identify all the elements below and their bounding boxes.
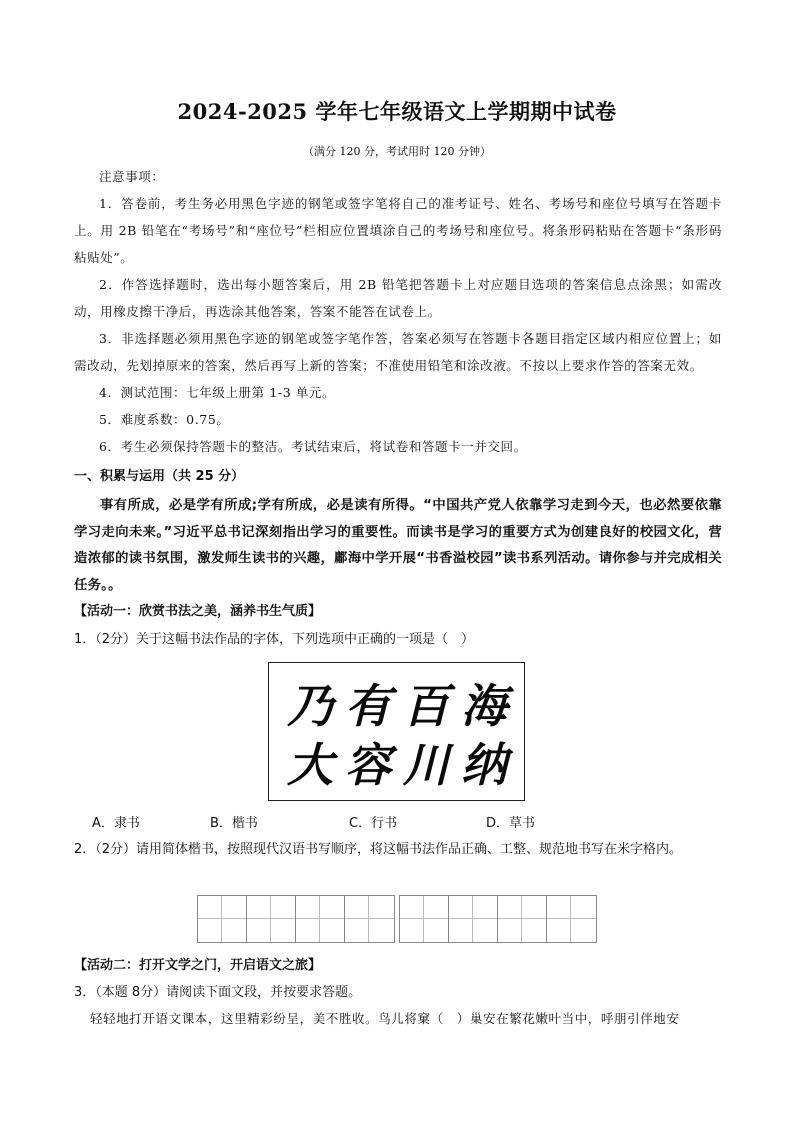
question-1-options [92, 812, 592, 832]
calligraphy-artwork [268, 662, 525, 801]
calligraphy-char: 有 [345, 678, 391, 733]
calligraphy-char: 海 [461, 678, 507, 733]
notes-heading: 注意事项： [99, 169, 165, 184]
activity-1-heading: 【活动一：欣赏书法之美，涵养书生气质】 [74, 604, 322, 619]
writing-cell[interactable] [296, 896, 345, 942]
writing-cell[interactable] [498, 896, 547, 942]
section-heading: 一、积累与运用（共 25 分） [74, 469, 245, 484]
calligraphy-char: 容 [345, 737, 391, 792]
calligraphy-char: 百 [403, 678, 449, 733]
question-1-stem: 1．（2分）关于这幅书法作品的字体，下列选项中正确的一项是（ ） [74, 632, 475, 647]
writing-cell[interactable] [345, 896, 394, 942]
note-item: 4．测试范围：七年级上册第 1-3 单元。 [99, 385, 336, 400]
option-d[interactable]: D．草书 [486, 816, 536, 831]
question-3-passage: 轻轻地打开语文课本，这里精彩纷呈，美不胜收。鸟儿将窠（ ）巢安在繁花嫩叶当中，呼朋引伴地安 [90, 1011, 680, 1026]
exam-subtitle: （满分 120 分，考试用时 120 分钟） [303, 145, 491, 158]
note-item: 5．难度系数：0.75。 [99, 412, 230, 427]
writing-cell[interactable] [400, 896, 449, 942]
writing-cell[interactable] [449, 896, 498, 942]
question-3-stem: 3．（本题 8分）请阅读下面文段，并按要求答题。 [74, 985, 362, 1000]
calligraphy-char: 川 [403, 737, 449, 792]
note-item: 6．考生必须保持答题卡的整洁。考试结束后，将试卷和答题卡一并交回。 [99, 439, 527, 454]
option-c[interactable]: C．行书 [349, 816, 398, 831]
activity-2-heading: 【活动二：打开文学之门，开启语文之旅】 [74, 958, 322, 973]
writing-cell[interactable] [198, 896, 247, 942]
notes-section [74, 163, 722, 460]
note-item: 2．作答选择题时，选出每小题答案后，用 2B 铅笔把答题卡上对应题目选项的答案信息点涂黑；如需改动，用橡皮擦干净后，再选涂其他答案，答案不能答在试卷上。 [74, 277, 722, 319]
calligraphy-char: 大 [287, 737, 333, 792]
section-intro: 事有所成，必是学有所成;学有所成，必是读有所得。“中国共产党人依靠学习走到今天，也必然要依靠学习走向未来。”习近平总书记深刻指出学习的重要性。而读书是学习的重要方式为创建良好的校园文化，营造浓郁的读书氛围，激发师生读书的兴趣，鄘海中学开展“书香溢校园”读书系列活动。请你参与并完成相关任务。。 [74, 498, 722, 593]
calligraphy-char: 乃 [287, 678, 333, 733]
mizi-grid-left [197, 895, 395, 943]
option-b[interactable]: B．楷书 [210, 816, 258, 831]
note-item: 3．非选择题必须用黑色字迹的钢笔或签字笔作答，答案必须写在答题卡各题目指定区域内相应位置上；如需改动，先划掉原来的答案，然后再写上新的答案；不准使用铅笔和涂改液。不按以上要求作答的答案无效。 [74, 331, 722, 373]
question-2-stem: 2．（2分）请用简体楷书，按照现代汉语书写顺序，将这幅书法作品正确、工整、规范地书写在米字格内。 [74, 842, 683, 857]
writing-cell[interactable] [247, 896, 296, 942]
calligraphy-char: 纳 [461, 737, 507, 792]
note-item: 1．答卷前，考生务必用黑色字迹的钢笔或签字笔将自己的准考证号、姓名、考场号和座位号填写在答题卡上。用 2B 铅笔在“考场号”和“座位号”栏相应位置填涂自己的考场号和座位号。将条形码粘贴在答题卡“条形码粘贴处”。 [74, 196, 722, 265]
writing-cell[interactable] [547, 896, 596, 942]
exam-title: 2024-2025 学年七年级语文上学期期中试卷 [177, 99, 617, 124]
mizi-grid-right [399, 895, 597, 943]
option-a[interactable]: A．隶书 [92, 816, 140, 831]
